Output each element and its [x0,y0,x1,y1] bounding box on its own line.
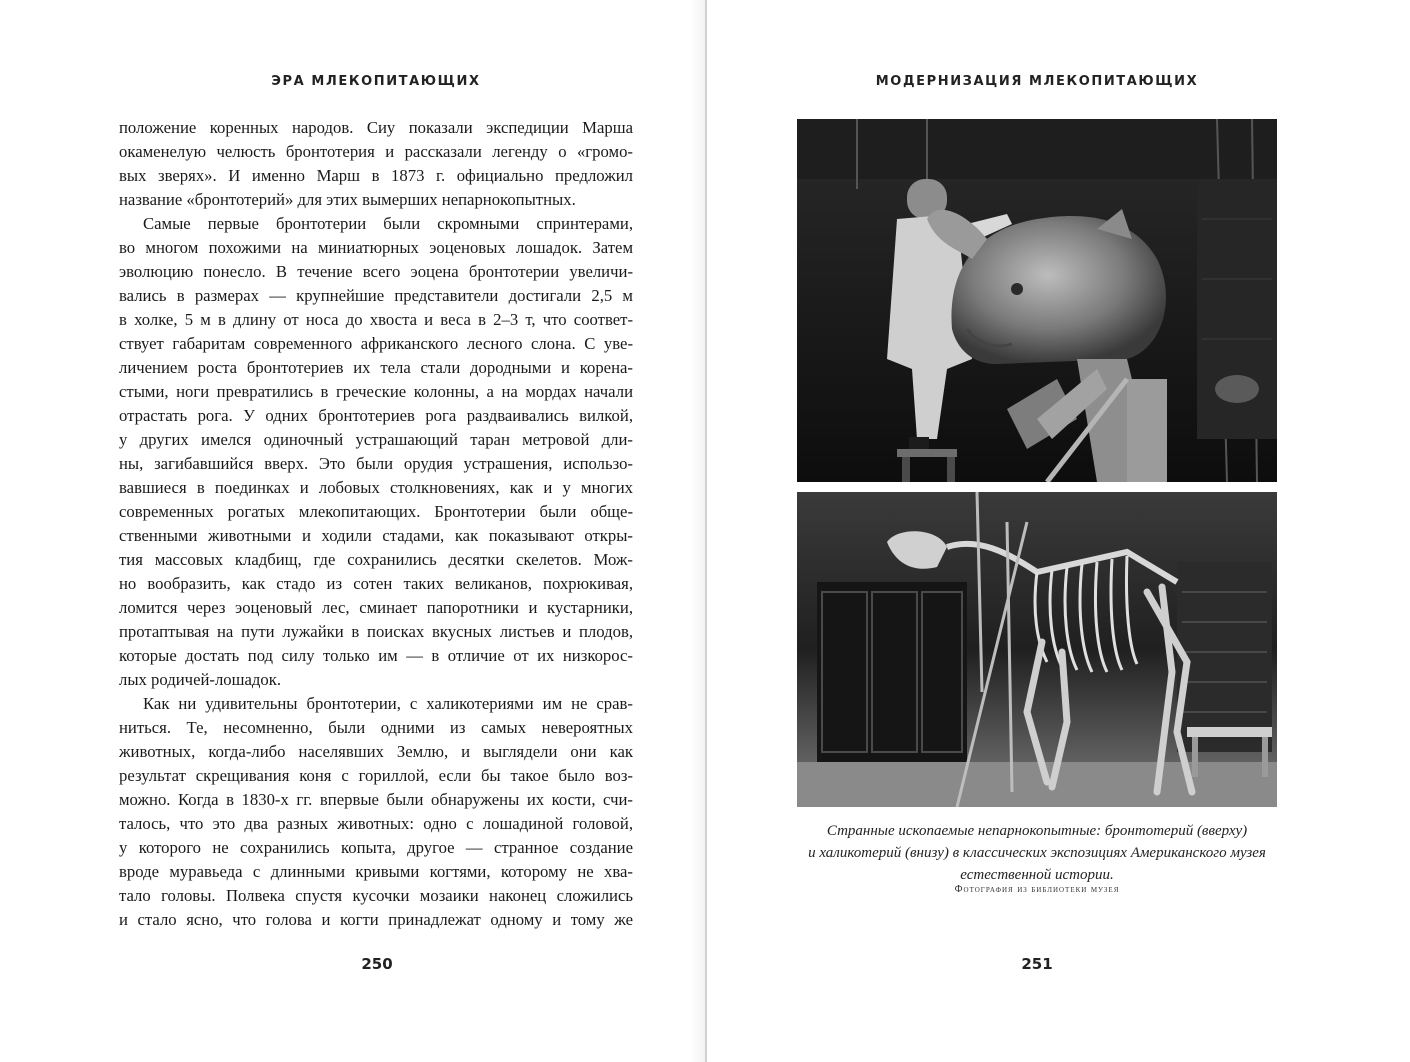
photo-brontothere-sculpture [797,119,1277,482]
right-page [707,0,1410,1062]
text-line: Как ни удивительны бронтотерии, с халикотериями им не срав- [143,694,633,713]
photo-caption [797,820,1277,886]
text-line: современных рогатых млекопитающих. Бронтотерии были обще- [119,502,633,521]
caption-line: естественной истории. [960,867,1114,883]
text-line: отрастать рога. У одних бронтотериев рога раздваивались вилкой, [119,406,633,425]
text-line: результат скрещивания коня с гориллой, если бы такое было воз- [119,766,633,785]
body-text [119,116,633,932]
text-line: лых родичей-лошадок. [119,670,282,689]
text-line: личением роста бронтотериев их тела стали дородными и корена- [119,358,633,377]
text-line: вались в размерах — крупнейшие представители достигали 2,5 м [119,286,633,305]
text-line: ственными животными и ходили стадами, как показывают откры- [119,526,633,545]
text-line: талось, что это два разных животных: одно с лошадиной головой, [119,814,633,833]
photo-credit: Фотография из библиотеки музея [954,884,1120,895]
page-number-right: 251 [1021,955,1053,973]
text-line: вых зверях». И именно Марш в 1873 г. официально предложил [119,166,633,185]
text-line: у которого не сохранились копыта, другое — странное создание [119,838,633,857]
running-head-right: МОДЕРНИЗАЦИЯ МЛЕКОПИТАЮЩИХ [875,74,1199,89]
caption-line: Странные ископаемые непарнокопытные: бронтотерий (вверху) [826,823,1248,839]
brontothere-photo-image [797,119,1277,482]
photo-chalicothere-skeleton [797,492,1277,807]
text-line: эволюцию понесло. В течение всего эоцена бронтотерии увеличи- [119,262,633,281]
text-line: вавшиеся в поединках и лобовых столкновениях, как и у многих [119,478,633,497]
text-line: тало головы. Полвека спустя кусочки мозаики наконец сложились [119,886,633,905]
text-line: и стало ясно, что голова и когти принадлежат одному и тому же [119,910,633,929]
text-line: во многом похожими на миниатюрных эоценовых лошадок. Затем [119,238,633,257]
text-line: ломится через эоценовый лес, сминает папоротники и кустарники, [119,598,633,617]
text-line: Самые первые бронтотерии были скромными спринтерами, [143,214,633,233]
text-line: положение коренных народов. Сиу показали экспедиции Марша [119,118,633,137]
text-line: стыми, ноги превратились в греческие колонны, а на мордах начали [119,382,633,401]
text-line: название «бронтотерий» для этих вымерших непарнокопытных. [119,190,576,209]
running-head-left: ЭРА МЛЕКОПИТАЮЩИХ [271,74,481,89]
text-line: ниться. Те, несомненно, были одними из самых невероятных [119,718,633,737]
text-line: у других имелся одиночный устрашающий таран метровой дли- [119,430,633,449]
text-line: в холке, 5 м в длину от носа до хвоста и веса в 2–3 т, что соответ- [119,310,633,329]
chalicothere-photo-image [797,492,1277,807]
text-line: которые достать под силу только им — в отличие от их низкорос- [119,646,633,665]
text-line: протаптывая на пути лужайки в поисках вкусных листьев и плодов, [119,622,633,641]
text-line: тия массовых кладбищ, где сохранились десятки скелетов. Мож- [119,550,633,569]
text-line: ны, загибавшийся вверх. Это были орудия устрашения, использо- [119,454,633,473]
page-number-left: 250 [361,955,393,973]
text-line: ствует габаритам современного африканского лесного слона. С уве- [119,334,633,353]
text-line: окаменелую челюсть бронтотерия и рассказали легенду о «громо- [119,142,633,161]
text-line: вроде муравьеда с длинными кривыми когтями, которому не хва- [119,862,633,881]
text-line: можно. Когда в 1830-х гг. впервые были обнаружены их кости, счи- [119,790,633,809]
caption-line: и халикотерий (внизу) в классических экспозициях Американского музея [808,845,1266,861]
text-line: но вообразить, как стадо из сотен таких великанов, похрюкивая, [119,574,633,593]
text-line: животных, когда-либо населявших Землю, и выглядели они как [119,742,633,761]
